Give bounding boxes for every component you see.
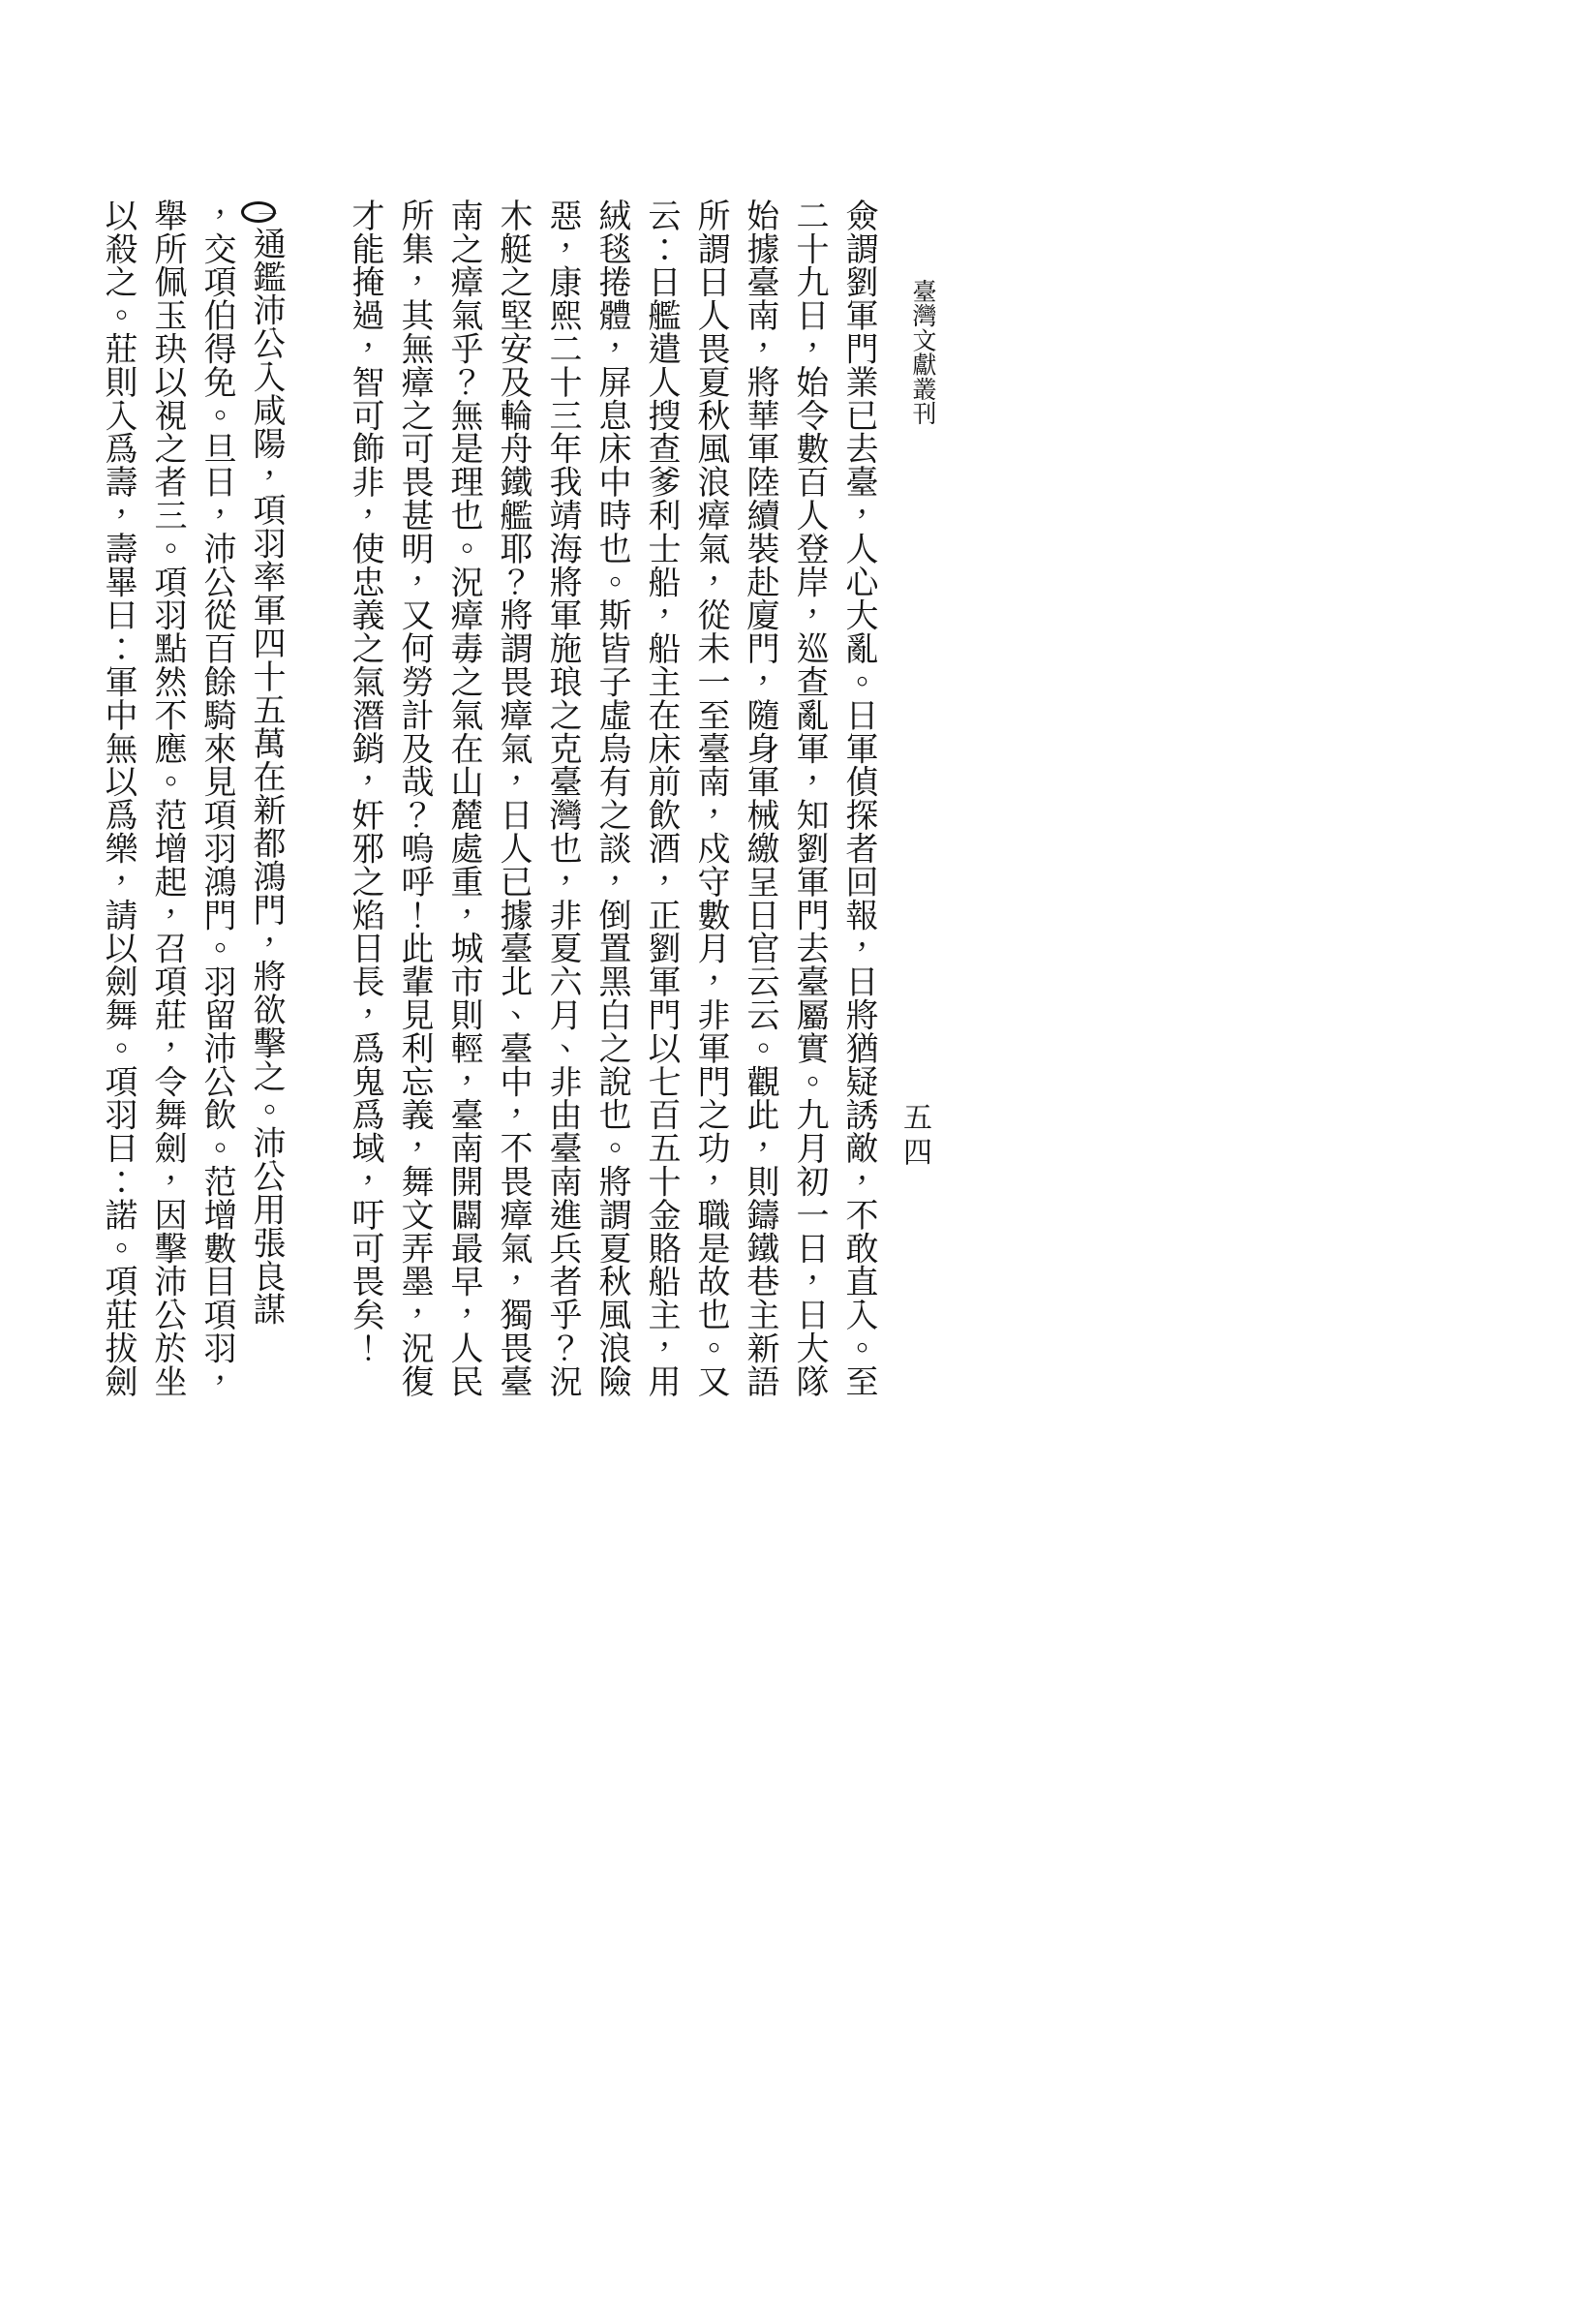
- text-column: 絨毯捲體，屏息床中時也。斯皆子虛烏有之談，倒置黑白之說也。將謂夏秋風浪險: [593, 199, 631, 1398]
- annotation-text: 通鑑沛公入咸陽，項羽率軍四十五萬在新都鴻門，將欲擊之。沛公用張良謀: [247, 227, 286, 1327]
- text-column: 木艇之堅安及輪舟鐵艦耶？將謂畏瘴氣，日人已據臺北、臺中，不畏瘴氣，獨畏臺: [494, 199, 532, 1398]
- text-column: 才能掩過，智可飾非，使忠義之氣潛銷，奸邪之焰日長，爲鬼爲域，吁可畏矣！: [346, 199, 384, 1364]
- page-number: 五四: [897, 1102, 931, 1172]
- annotation-column: 以殺之。莊則入爲壽，壽畢曰：軍中無以爲樂，請以劍舞。項羽曰：諾。項莊拔劍: [99, 199, 137, 1398]
- text-column: 所集，其無瘴之可畏甚明，又何勞計及哉？嗚呼！此輩見利忘義，舞文弄墨，況復: [395, 199, 434, 1398]
- running-head-series-title: 臺灣文獻叢刊: [909, 279, 937, 426]
- text-column: 僉謂劉軍門業已去臺，人心大亂。日軍偵探者回報，日將猶疑誘敵，不敢直入。至: [839, 199, 878, 1398]
- annotation-column: [241, 199, 290, 1409]
- text-column: 二十九日，始令數百人登岸，巡查亂軍，知劉軍門去臺屬實。九月初一日，日大隊: [790, 199, 829, 1398]
- text-column: 惡，康熙二十三年我靖海將軍施琅之克臺灣也，非夏六月、非由臺南進兵者乎？況: [543, 199, 582, 1398]
- text-column: 云：日艦遣人搜查爹利士船，船主在床前飲酒，正劉軍門以七百五十金賂船主，用: [642, 199, 681, 1398]
- note-number-circled-one-icon: 一: [241, 201, 276, 223]
- main-text-block: [93, 199, 883, 1409]
- annotation-column: 舉所佩玉玦以視之者三。項羽點然不應。范增起，召項莊，令舞劍，因擊沛公於坐: [148, 199, 187, 1398]
- text-column: 始據臺南，將華軍陸續裝赴廈門，隨身軍械繳呈日官云云。觀此，則鑄鐵巷主新語: [741, 199, 779, 1398]
- text-column: 所謂日人畏夏秋風浪瘴氣，從未一至臺南，戍守數月，非軍門之功，職是故也。又: [691, 199, 730, 1398]
- text-column: 南之瘴氣乎？無是理也。況瘴毒之氣在山麓處重，城市則輕，臺南開闢最早，人民: [444, 199, 483, 1398]
- annotation-column: ，交項伯得免。旦日，沛公從百餘騎來見項羽鴻門。羽留沛公飲。范增數目項羽，: [198, 199, 236, 1398]
